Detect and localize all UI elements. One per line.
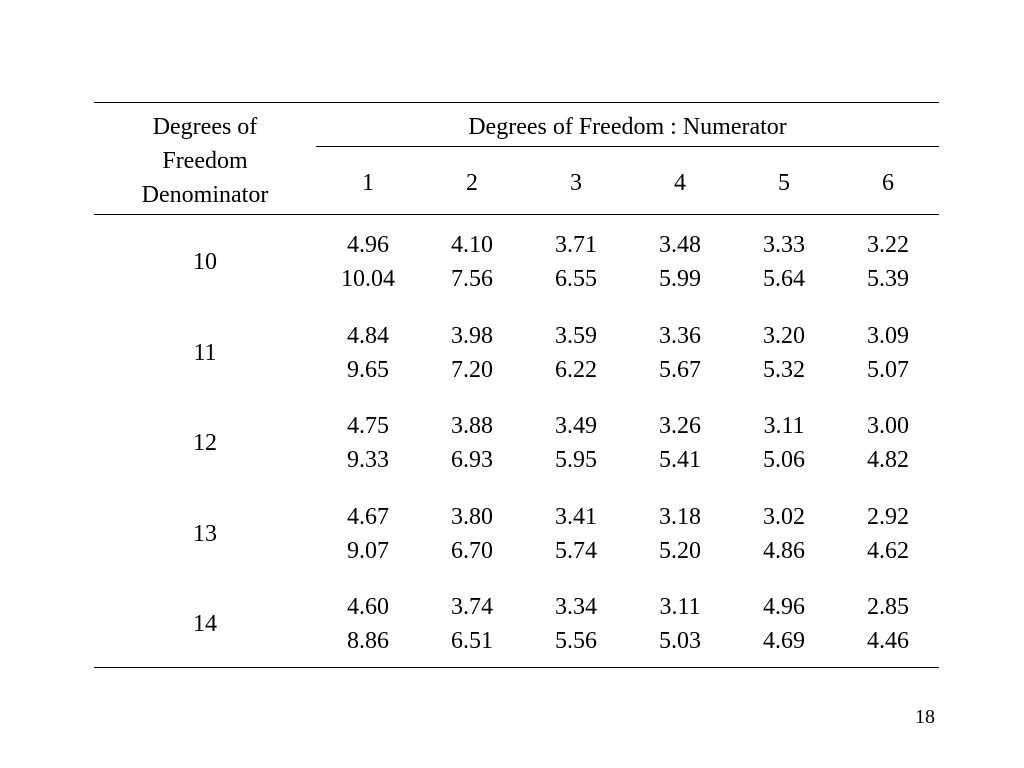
critical-value-lower: 10.04 bbox=[341, 266, 395, 292]
critical-value-lower: 9.07 bbox=[347, 537, 389, 564]
critical-value-lower: 5.99 bbox=[659, 266, 701, 292]
critical-value-lower: 4.69 bbox=[763, 628, 805, 654]
critical-value-lower: 5.03 bbox=[659, 628, 701, 654]
critical-value-upper: 3.11 bbox=[763, 413, 805, 439]
table-cell bbox=[628, 500, 732, 568]
table-cell bbox=[732, 590, 836, 658]
table-cell bbox=[628, 409, 732, 477]
table-cell bbox=[316, 319, 420, 387]
critical-value-upper: 3.11 bbox=[659, 594, 701, 620]
numerator-header: Degrees of Freedom : Numerator bbox=[468, 114, 787, 140]
table-cell bbox=[836, 409, 940, 477]
critical-value-lower: 6.70 bbox=[451, 537, 493, 564]
critical-value-lower: 7.20 bbox=[451, 356, 493, 383]
table-cell bbox=[316, 409, 420, 477]
critical-value-upper: 3.26 bbox=[659, 413, 701, 439]
critical-value-lower: 6.93 bbox=[451, 447, 493, 473]
table-cell bbox=[836, 319, 940, 387]
critical-value-upper: 3.36 bbox=[659, 322, 701, 349]
row-label: 10 bbox=[193, 249, 217, 275]
table-cell bbox=[732, 319, 836, 387]
table-cell bbox=[628, 590, 732, 658]
critical-value-lower: 5.06 bbox=[763, 447, 805, 473]
denominator-header-line: Freedom bbox=[162, 148, 248, 174]
table-cell bbox=[420, 319, 524, 387]
column-header-1: 1 bbox=[362, 170, 374, 196]
table-cell bbox=[524, 409, 628, 477]
critical-value-lower: 5.32 bbox=[763, 356, 805, 383]
critical-value-upper: 3.18 bbox=[659, 503, 701, 530]
column-header-4: 4 bbox=[674, 170, 686, 196]
critical-value-upper: 3.41 bbox=[555, 503, 597, 530]
table-cell bbox=[420, 409, 524, 477]
critical-value-upper: 3.33 bbox=[763, 232, 805, 258]
critical-value-upper: 4.75 bbox=[347, 413, 389, 439]
table-cell bbox=[524, 590, 628, 658]
column-header-6: 6 bbox=[882, 170, 894, 196]
critical-value-lower: 4.46 bbox=[867, 628, 909, 654]
critical-value-upper: 3.00 bbox=[867, 413, 909, 439]
critical-value-lower: 6.51 bbox=[451, 628, 493, 654]
table-cell bbox=[836, 228, 940, 296]
critical-value-lower: 4.82 bbox=[867, 447, 909, 473]
critical-value-lower: 5.20 bbox=[659, 537, 701, 564]
critical-value-lower: 5.95 bbox=[555, 447, 597, 473]
critical-value-upper: 4.60 bbox=[347, 594, 389, 620]
critical-value-upper: 3.74 bbox=[451, 594, 493, 620]
header-bottom-rule bbox=[94, 214, 939, 215]
critical-value-lower: 5.74 bbox=[555, 537, 597, 564]
critical-value-upper: 3.02 bbox=[763, 503, 805, 530]
row-label: 13 bbox=[193, 520, 217, 547]
table-cell bbox=[732, 500, 836, 568]
table-cell bbox=[836, 500, 940, 568]
row-label: 11 bbox=[193, 339, 217, 366]
critical-value-upper: 4.96 bbox=[763, 594, 805, 620]
table-cell bbox=[524, 319, 628, 387]
critical-value-lower: 4.86 bbox=[763, 537, 805, 564]
critical-value-upper: 3.09 bbox=[867, 322, 909, 349]
table-cell bbox=[420, 500, 524, 568]
critical-value-lower: 6.55 bbox=[555, 266, 597, 292]
table-cell bbox=[316, 228, 420, 296]
critical-value-upper: 4.10 bbox=[451, 232, 493, 258]
critical-value-upper: 3.80 bbox=[451, 503, 493, 530]
column-header-5: 5 bbox=[778, 170, 790, 196]
critical-value-upper: 3.22 bbox=[867, 232, 909, 258]
critical-value-upper: 4.96 bbox=[347, 232, 389, 258]
critical-value-lower: 5.39 bbox=[867, 266, 909, 292]
critical-value-upper: 3.98 bbox=[451, 322, 493, 349]
critical-value-upper: 3.34 bbox=[555, 594, 597, 620]
critical-value-lower: 9.33 bbox=[347, 447, 389, 473]
column-header-3: 3 bbox=[570, 170, 582, 196]
table-cell bbox=[316, 590, 420, 658]
row-label: 12 bbox=[193, 430, 217, 456]
critical-value-lower: 6.22 bbox=[555, 356, 597, 383]
critical-value-upper: 3.20 bbox=[763, 322, 805, 349]
critical-value-lower: 7.56 bbox=[451, 266, 493, 292]
critical-value-upper: 3.59 bbox=[555, 322, 597, 349]
table-cell bbox=[628, 228, 732, 296]
critical-value-upper: 3.88 bbox=[451, 413, 493, 439]
table-cell bbox=[732, 228, 836, 296]
critical-value-lower: 5.07 bbox=[867, 356, 909, 383]
critical-value-upper: 3.71 bbox=[555, 232, 597, 258]
critical-value-upper: 4.84 bbox=[347, 322, 389, 349]
page-number: 18 bbox=[915, 706, 935, 728]
critical-value-upper: 2.85 bbox=[867, 594, 909, 620]
numerator-header-rule bbox=[316, 146, 939, 147]
critical-value-lower: 5.56 bbox=[555, 628, 597, 654]
table-cell bbox=[420, 228, 524, 296]
critical-value-lower: 9.65 bbox=[347, 356, 389, 383]
table-cell bbox=[524, 228, 628, 296]
denominator-header-line: Degrees of bbox=[152, 114, 258, 140]
table-bottom-rule bbox=[94, 667, 939, 668]
critical-value-lower: 4.62 bbox=[867, 537, 909, 564]
denominator-header-line: Denominator bbox=[141, 182, 269, 208]
critical-value-upper: 3.49 bbox=[555, 413, 597, 439]
critical-value-lower: 5.41 bbox=[659, 447, 701, 473]
denominator-header bbox=[94, 110, 316, 212]
row-label: 14 bbox=[193, 611, 217, 637]
critical-value-upper: 3.48 bbox=[659, 232, 701, 258]
table-cell bbox=[628, 319, 732, 387]
critical-value-lower: 5.67 bbox=[659, 356, 701, 383]
table-cell bbox=[524, 500, 628, 568]
table-cell bbox=[732, 409, 836, 477]
table-cell bbox=[836, 590, 940, 658]
column-header-2: 2 bbox=[466, 170, 478, 196]
table-cell bbox=[420, 590, 524, 658]
table-top-rule bbox=[94, 102, 939, 103]
critical-value-lower: 5.64 bbox=[763, 266, 805, 292]
table-cell bbox=[316, 500, 420, 568]
critical-value-upper: 4.67 bbox=[347, 503, 389, 530]
critical-value-lower: 8.86 bbox=[347, 628, 389, 654]
critical-value-upper: 2.92 bbox=[867, 503, 909, 530]
